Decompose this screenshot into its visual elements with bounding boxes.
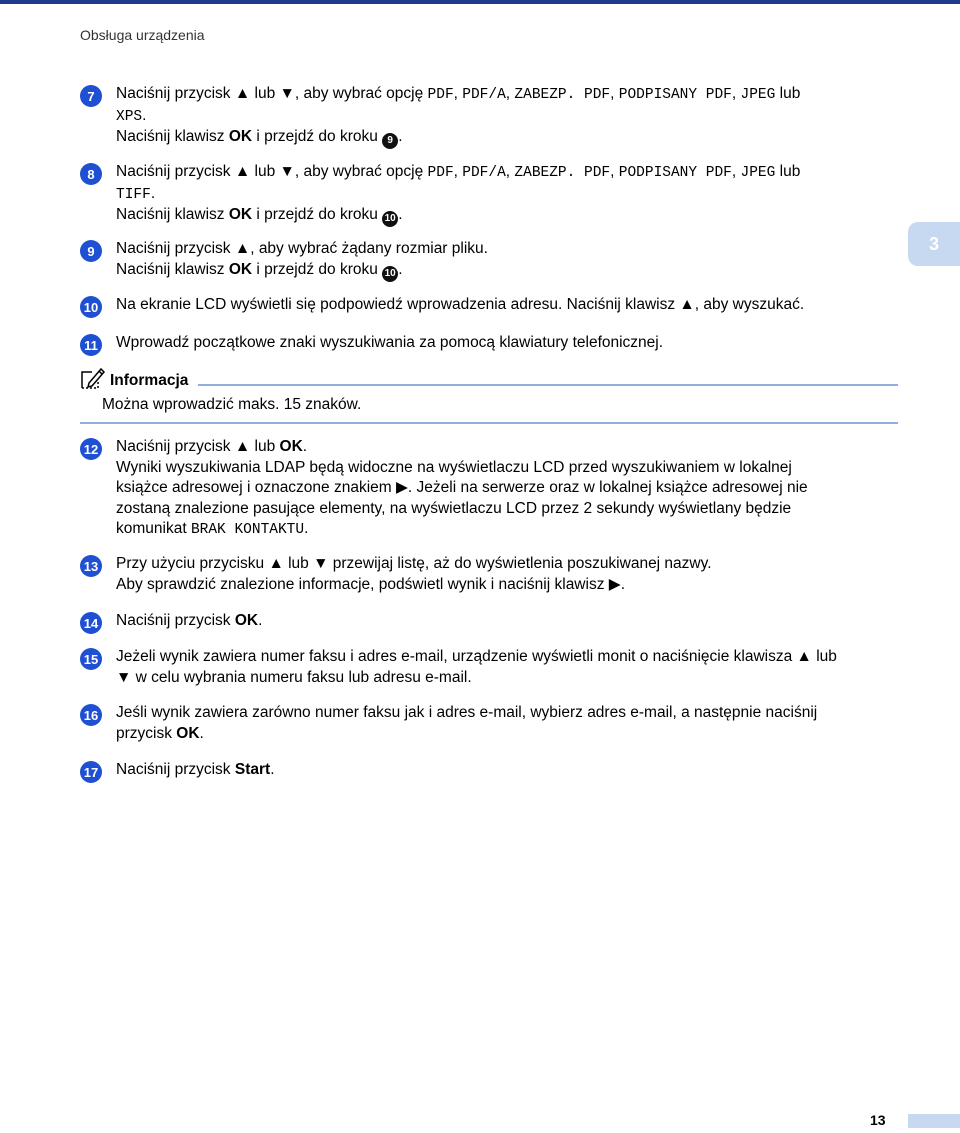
text-run: . — [150, 184, 156, 202]
text-run: . Jeżeli na serwerze oraz w lokalnej książce adresowej nie — [407, 479, 808, 496]
step-11 — [80, 333, 900, 354]
text-run: , aby wybrać opcję — [294, 85, 428, 102]
step-number-badge: 9 — [80, 240, 102, 262]
text-run: , — [610, 85, 619, 102]
key-name: OK — [228, 260, 253, 278]
arrow-up-icon: ▲ — [234, 163, 251, 180]
text-run: Naciśnij przycisk — [116, 612, 235, 629]
step-line — [116, 458, 900, 479]
text-run: lub — [775, 163, 801, 180]
text-run: Naciśnij przycisk — [116, 240, 235, 257]
text-run: . — [302, 438, 308, 455]
lcd-option-text: BRAK KONTAKTU — [190, 522, 305, 538]
text-run: . — [398, 260, 403, 278]
lcd-option-text: TIFF — [116, 186, 151, 203]
text-run: Wprowadź początkowe znaki wyszukiwania za pomocą klawiatury telefonicznej. — [116, 334, 664, 351]
step-7 — [80, 84, 900, 149]
step-line — [116, 611, 900, 632]
text-run: Wyniki wyszukiwania LDAP będą widoczne na wyświetlaczu LCD przed wyszukiwaniem w lokalnej — [116, 458, 792, 476]
step-line — [116, 554, 900, 575]
text-run: lub — [775, 85, 801, 102]
lcd-option-text: PDF/A — [462, 165, 506, 181]
step-line — [116, 760, 900, 781]
lcd-option-text: JPEG — [740, 165, 776, 181]
lcd-option-text: PODPISANY PDF — [618, 165, 732, 181]
step-number-badge: 11 — [80, 334, 102, 356]
step-line — [116, 519, 900, 541]
step-text — [116, 611, 900, 632]
text-run: lub — [811, 648, 837, 665]
step-line — [116, 162, 900, 184]
step-9 — [80, 239, 900, 282]
text-run: przewijaj listę, aż do wyświetlenia poszukiwanej nazwy. — [328, 555, 712, 572]
step-line — [116, 724, 900, 745]
arrow-down-icon: ▼ — [279, 85, 295, 102]
step-text — [116, 84, 900, 149]
text-run: . — [258, 612, 263, 629]
text-run: Naciśnij klawisz — [116, 128, 229, 145]
step-number-badge: 7 — [80, 85, 102, 107]
text-run: , — [505, 85, 515, 102]
text-run: książce adresowej i oznaczone znakiem — [116, 479, 396, 496]
step-line — [116, 106, 900, 128]
note-bottom-rule — [80, 422, 898, 424]
step-text — [116, 554, 900, 595]
arrow-up-icon: ▲ — [796, 648, 812, 665]
step-line — [116, 575, 900, 596]
step-line — [116, 184, 900, 206]
text-run: . — [398, 128, 403, 145]
text-run: i przejdź do kroku — [252, 260, 383, 278]
lcd-option-text: ZABEZP. PDF — [514, 87, 611, 103]
text-run: . — [304, 520, 309, 537]
note-pencil-icon — [80, 366, 106, 390]
top-border — [0, 0, 960, 4]
step-reference-badge: 10 — [382, 211, 398, 227]
step-reference-badge: 9 — [382, 133, 398, 149]
arrow-down-icon: ▼ — [279, 163, 295, 180]
step-number-badge: 16 — [80, 704, 102, 726]
step-13 — [80, 554, 900, 595]
text-run: Naciśnij przycisk — [116, 163, 235, 180]
text-run: Jeśli wynik zawiera zarówno numer faksu jak i adres e-mail, wybierz adres e-mail, a następnie naciśnij — [116, 704, 818, 721]
step-17 — [80, 760, 900, 781]
text-run: . — [620, 575, 625, 593]
step-8 — [80, 162, 900, 227]
text-run: lub — [283, 555, 314, 572]
step-text — [116, 647, 900, 688]
key-name: OK — [228, 206, 253, 223]
step-number-badge: 8 — [80, 163, 102, 185]
step-line — [116, 703, 900, 724]
note-title: Informacja — [110, 372, 189, 389]
page-number: 13 — [870, 1112, 886, 1128]
arrow-right-icon: ▶ — [396, 479, 408, 496]
step-text — [116, 333, 900, 354]
step-reference-badge: 10 — [382, 266, 398, 282]
text-run: Naciśnij klawisz — [116, 260, 229, 278]
step-line — [116, 478, 900, 499]
text-run: lub — [250, 163, 280, 180]
step-line — [116, 437, 900, 458]
step-line — [116, 239, 900, 260]
step-text — [116, 162, 900, 227]
text-run: , aby wyszukać. — [694, 296, 805, 313]
arrow-down-icon: ▼ — [313, 555, 329, 572]
lcd-option-text: PODPISANY PDF — [618, 87, 732, 103]
text-run: i przejdź do kroku — [252, 128, 383, 145]
step-10 — [80, 295, 900, 316]
text-run: . — [199, 724, 204, 742]
text-run: , — [453, 163, 463, 180]
lcd-option-text: ZABEZP. PDF — [514, 165, 611, 181]
step-line — [116, 205, 900, 227]
text-run: zostaną znalezione pasujące elementy, na wyświetlaczu LCD przez 2 sekundy wyświetlany będzie — [116, 499, 792, 517]
text-run: . — [270, 761, 275, 778]
key-name: OK — [234, 612, 259, 629]
note-box — [80, 364, 898, 424]
text-run: , aby wybrać żądany rozmiar pliku. — [250, 240, 488, 257]
step-number-badge: 14 — [80, 612, 102, 634]
arrow-up-icon: ▲ — [234, 85, 251, 102]
arrow-up-icon: ▲ — [234, 438, 251, 455]
footer-bar — [908, 1114, 960, 1128]
step-line — [116, 499, 900, 520]
text-run: lub — [250, 438, 280, 455]
text-run: , aby wybrać opcję — [294, 163, 428, 180]
step-line — [116, 84, 900, 106]
arrow-right-icon: ▶ — [608, 575, 621, 593]
step-number-badge: 17 — [80, 761, 102, 783]
text-run: , — [453, 85, 463, 102]
text-run: Na ekranie LCD wyświetli się podpowiedź wprowadzenia adresu. Naciśnij klawisz — [116, 296, 680, 313]
step-16 — [80, 703, 900, 744]
text-run: komunikat — [116, 520, 191, 537]
arrow-up-icon: ▲ — [234, 240, 251, 257]
step-line — [116, 260, 900, 282]
arrow-down-icon: ▼ — [116, 668, 132, 686]
lcd-option-text: PDF — [427, 87, 454, 103]
note-header — [80, 364, 898, 390]
chapter-tab: 3 — [908, 222, 960, 266]
step-line — [116, 647, 900, 668]
step-number-badge: 13 — [80, 555, 102, 577]
step-text — [116, 295, 900, 316]
text-run: Naciśnij przycisk — [116, 761, 235, 778]
text-run: , — [610, 163, 619, 180]
step-line — [116, 127, 900, 149]
key-name: OK — [228, 128, 253, 145]
text-run: Naciśnij przycisk — [116, 438, 235, 455]
text-run: lub — [250, 85, 280, 102]
text-run: . — [398, 206, 403, 223]
text-run: , — [731, 163, 741, 180]
text-run: przycisk — [116, 724, 177, 742]
lcd-option-text: XPS — [116, 108, 143, 125]
text-run: , — [731, 85, 741, 102]
text-run: Naciśnij przycisk — [116, 85, 235, 102]
text-run: Przy użyciu przycisku — [116, 555, 269, 572]
running-header: Obsługa urządzenia — [80, 27, 205, 43]
lcd-option-text: JPEG — [740, 87, 776, 103]
key-name: OK — [176, 724, 200, 742]
text-run: Aby sprawdzić znalezione informacje, podświetl wynik i naciśnij klawisz — [116, 575, 609, 593]
note-top-rule — [198, 384, 898, 386]
lcd-option-text: PDF — [427, 165, 454, 181]
note-text: Można wprowadzić maks. 15 znaków. — [102, 396, 362, 413]
step-number-badge: 12 — [80, 438, 102, 460]
step-number-badge: 15 — [80, 648, 102, 670]
step-line — [116, 668, 900, 689]
text-run: i przejdź do kroku — [252, 206, 383, 223]
step-line — [116, 295, 900, 316]
step-line — [116, 333, 900, 354]
lcd-option-text: PDF/A — [462, 87, 506, 103]
key-name: Start — [234, 761, 271, 778]
step-text — [116, 703, 900, 744]
text-run: , — [505, 163, 515, 180]
text-run: Naciśnij klawisz — [116, 206, 229, 223]
arrow-up-icon: ▲ — [679, 296, 695, 313]
key-name: OK — [279, 438, 303, 455]
text-run: . — [142, 106, 147, 124]
text-run: w celu wybrania numeru faksu lub adresu e-mail. — [131, 668, 472, 686]
step-15 — [80, 647, 900, 688]
step-text — [116, 437, 900, 541]
text-run: Jeżeli wynik zawiera numer faksu i adres e-mail, urządzenie wyświetli monit o naciśnięcie klawisza — [116, 648, 797, 665]
step-text — [116, 760, 900, 781]
step-number-badge: 10 — [80, 296, 102, 318]
arrow-up-icon: ▲ — [268, 555, 284, 572]
step-14 — [80, 611, 900, 632]
step-text — [116, 239, 900, 282]
step-12 — [80, 437, 900, 541]
